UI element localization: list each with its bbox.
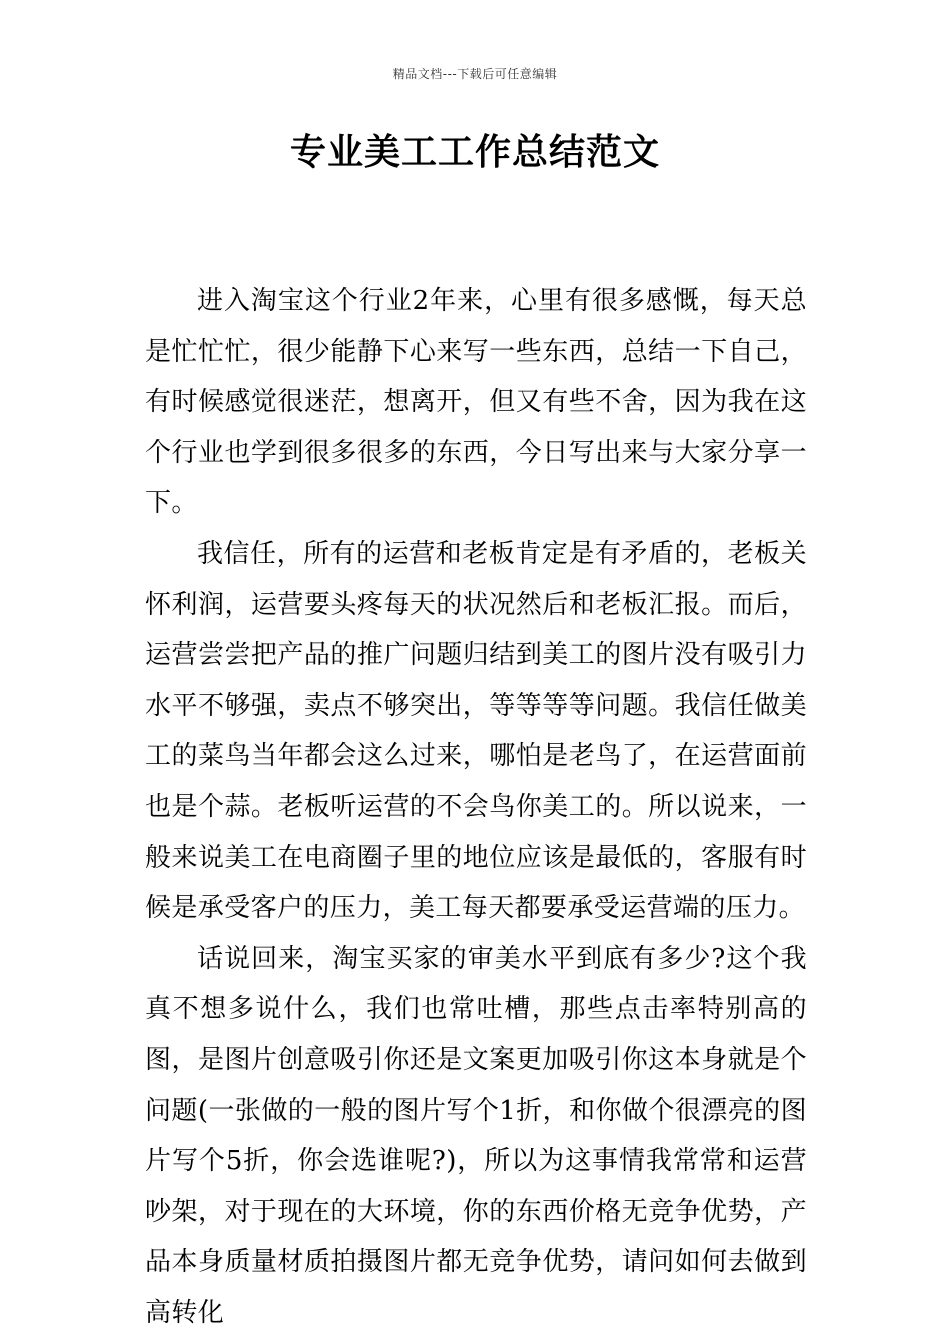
document-title: 专业美工工作总结范文 (289, 132, 660, 173)
paragraph: 话说回来，淘宝买家的审美水平到底有多少?这个我真不想多说什么，我们也常吐槽，那些点击率特别高的图，是图片创意吸引你还是文案更加吸引你这本身就是个问题(一张做的一般的图片写个1折，和你做个很漂亮的图片写个5折，你会选谁呢?)，所以为这事情我常常和运营吵架，对于现在的大环境，你的东西价格无竞争优势，产品本身质量材质拍摄图片都无竞争优势，请问如何去做到高转化 (145, 943, 807, 1328)
header-note: 精品文档---下载后可任意编辑 (392, 67, 558, 81)
document-body (145, 276, 807, 1338)
paragraph: 进入淘宝这个行业2年来，心里有很多感慨，每天总是忙忙忙，很少能静下心来写一些东西，总结一下自己，有时候感觉很迷茫，想离开，但又有些不舍，因为我在这个行业也学到很多很多的东西，今日写出来与大家分享一下。 (145, 286, 807, 519)
paragraph: 我信任，所有的运营和老板肯定是有矛盾的，老板关怀利润，运营要头疼每天的状况然后和老板汇报。而后，运营尝尝把产品的推广问题归结到美工的图片没有吸引力水平不够强，卖点不够突出，等等等等问题。我信任做美工的菜鸟当年都会这么过来，哪怕是老鸟了，在运营面前也是个蒜。老板听运营的不会鸟你美工的。所以说来，一般来说美工在电商圈子里的地位应该是最低的，客服有时候是承受客户的压力，美工每天都要承受运营端的压力。 (145, 538, 807, 924)
